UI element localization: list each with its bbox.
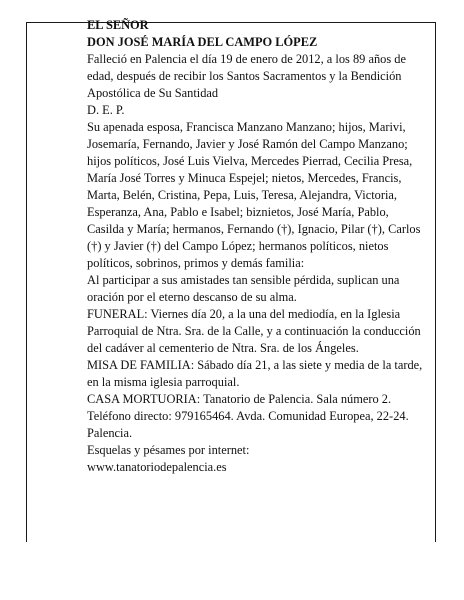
family-mass-info: MISA DE FAMILIA: Sábado día 21, a las siete y media de la tarde, en la misma iglesia parroquial.	[87, 358, 423, 389]
death-announcement: Falleció en Palencia el día 19 de enero de 2012, a los 89 años de edad, después de recibir los Santos Sacramentos y la Bendición Apostólica de Su Santidad	[87, 52, 406, 100]
funeral-home-info: CASA MORTUORIA: Tanatorio de Palencia. Sala número 2. Teléfono directo: 979165464. Avda. Comunidad Europea, 22-24. Palencia.	[87, 392, 409, 440]
funeral-home-website: www.tanatoriodepalencia.es	[87, 460, 227, 474]
notice-heading: EL SEÑOR	[87, 18, 149, 32]
prayer-request: Al participar a sus amistades tan sensible pérdida, suplican una oración por el eterno descanso de su alma.	[87, 273, 400, 304]
deceased-name: DON JOSÉ MARÍA DEL CAMPO LÓPEZ	[87, 35, 318, 49]
rip-line: D. E. P.	[87, 103, 125, 117]
funeral-info: FUNERAL: Viernes día 20, a la una del mediodía, en la Iglesia Parroquial de Ntra. Sra. de la Calle, y a continuación la conducción del cadáver al cementerio de Ntra. Sra. de los Ángeles.	[87, 307, 421, 355]
family-list: Su apenada esposa, Francisca Manzano Manzano; hijos, Marivi, Josemaría, Fernando, Javier y José Ramón del Campo Manzano; hijos políticos, José Luis Vielva, Mercedes Pierrad, Cecilia Presa, María José Torres y Minuca Espejel; nietos, Mercedes, Francis, Marta, Belén, Cristina, Pepa, Luis, Teresa, Alejandra, Victoria, Esperanza, Ana, Pablo e Isabel; biznietos, José María, Pablo, Casilda y María; hermanos, Fernando (†), Ignacio, Pilar (†), Carlos (†) y Javier (†) del Campo López; hermanos políticos, nietos políticos, sobrinos, primos y demás familia:	[87, 120, 421, 270]
online-condolences-label: Esquelas y pésames por internet:	[87, 443, 250, 457]
obituary-notice	[87, 17, 427, 476]
